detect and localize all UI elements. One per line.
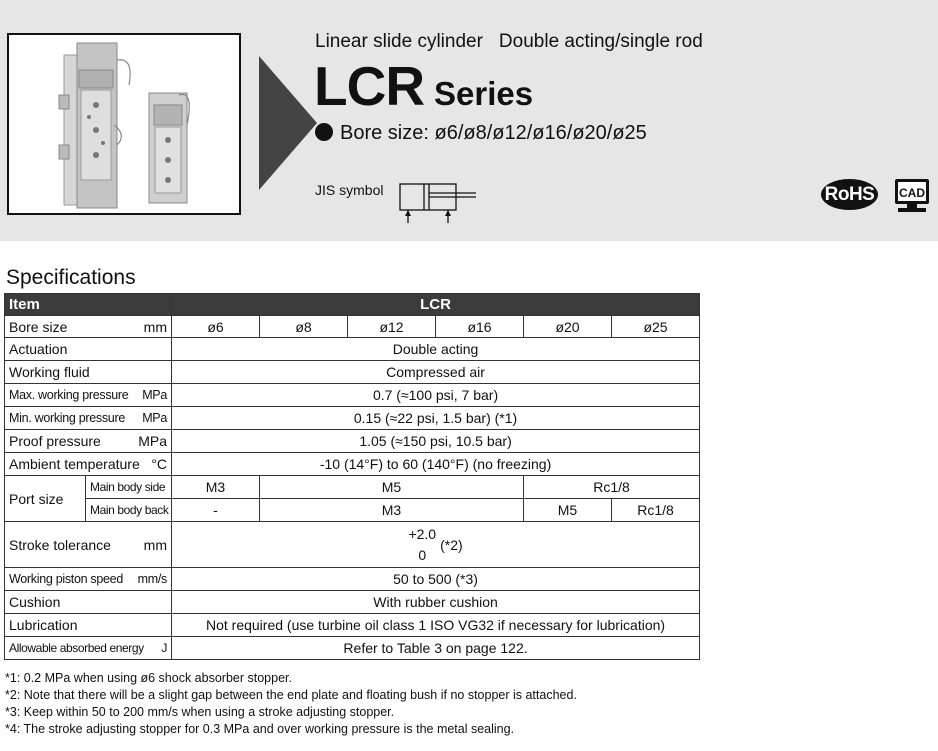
- bore-cell: ø8: [260, 316, 348, 338]
- table-row: [5, 407, 700, 430]
- table-row: [5, 522, 700, 568]
- bullet-icon: [315, 123, 333, 141]
- footnote: *3: Keep within 50 to 200 mm/s when using a stroke adjusting stopper.: [5, 705, 395, 719]
- bore-cell: ø25: [612, 316, 700, 338]
- row-value: M5: [260, 476, 524, 499]
- row-value: Compressed air: [172, 361, 700, 384]
- row-value: Double acting: [172, 338, 700, 361]
- footnotes: [5, 670, 577, 738]
- bore-cell: ø12: [348, 316, 436, 338]
- row-label: Proof pressure MPa: [5, 430, 172, 453]
- row-value: 50 to 500 (*3): [172, 568, 700, 591]
- jis-cylinder-symbol-icon: [396, 178, 478, 224]
- header-arrow: [259, 56, 317, 190]
- table-row: [5, 453, 700, 476]
- table-row: [5, 338, 700, 361]
- cad-icon-label: CAD: [899, 186, 925, 200]
- table-header-row: [5, 294, 700, 316]
- row-value: 0.15 (≈22 psi, 1.5 bar) (*1): [172, 407, 700, 430]
- product-photo: [7, 33, 241, 215]
- table-row: [5, 499, 700, 522]
- table-row: [5, 637, 700, 660]
- series-title: [314, 54, 533, 118]
- bore-cell: ø20: [524, 316, 612, 338]
- product-type-text: Linear slide cylinder: [315, 31, 483, 52]
- row-label: Min. working pressure MPa: [5, 407, 172, 430]
- row-value: M5: [524, 499, 612, 522]
- row-label: Lubrication: [5, 614, 172, 637]
- table-row: [5, 476, 700, 499]
- bore-size-line: [315, 122, 647, 145]
- table-row: [5, 361, 700, 384]
- row-sublabel: Main body side: [86, 476, 172, 499]
- rohs-badge: RoHS: [821, 179, 878, 210]
- table-row: [5, 568, 700, 591]
- header-item: Item: [5, 294, 172, 316]
- row-value: [172, 522, 700, 568]
- row-value: Not required (use turbine oil class 1 ISO VG32 if necessary for lubrication): [172, 614, 700, 637]
- row-value: M3: [172, 476, 260, 499]
- specifications-table: [4, 293, 700, 660]
- row-label: Stroke tolerance mm: [5, 522, 172, 568]
- row-label: Working piston speed mm/s: [5, 568, 172, 591]
- table-row: [5, 430, 700, 453]
- bore-cell: ø16: [436, 316, 524, 338]
- table-row: [5, 316, 700, 338]
- row-label: Working fluid: [5, 361, 172, 384]
- row-value: With rubber cushion: [172, 591, 700, 614]
- row-value: -10 (14°F) to 60 (140°F) (no freezing): [172, 453, 700, 476]
- row-value: M3: [260, 499, 524, 522]
- row-label: Actuation: [5, 338, 172, 361]
- specifications-title: Specifications: [6, 266, 136, 289]
- cad-icon: [893, 178, 931, 214]
- row-label: Ambient temperature °C: [5, 453, 172, 476]
- table-row: [5, 614, 700, 637]
- row-label: Port size: [5, 476, 86, 522]
- tolerance-lower: 0: [418, 546, 427, 563]
- product-subtitle: [315, 31, 703, 53]
- row-label: Allowable absorbed energy J: [5, 637, 172, 660]
- row-label: Cushion: [5, 591, 172, 614]
- row-value: Rc1/8: [524, 476, 700, 499]
- table-row: [5, 591, 700, 614]
- jis-label: JIS symbol: [315, 182, 384, 198]
- tolerance-upper: +2.0: [408, 525, 437, 542]
- footnote: *4: The stroke adjusting stopper for 0.3 MPa and over working pressure is the metal sealing.: [5, 722, 515, 736]
- row-value: -: [172, 499, 260, 522]
- action-type-text: Double acting/single rod: [498, 31, 703, 52]
- row-label: Max. working pressure MPa: [5, 384, 172, 407]
- tolerance-note: (*2): [440, 536, 463, 553]
- row-label: Bore size mm: [5, 316, 172, 338]
- footnote: *1: 0.2 MPa when using ø6 shock absorber stopper.: [5, 671, 292, 685]
- row-sublabel: Main body back: [86, 499, 172, 522]
- bore-cell: ø6: [172, 316, 260, 338]
- row-value: 0.7 (≈100 psi, 7 bar): [172, 384, 700, 407]
- row-value: Rc1/8: [612, 499, 700, 522]
- bore-size-text: Bore size: ø6/ø8/ø12/ø16/ø20/ø25: [340, 122, 647, 144]
- series-word: Series: [434, 75, 534, 112]
- series-code: LCR: [314, 55, 425, 117]
- footnote: *2: Note that there will be a slight gap between the end plate and floating bush if no stopper is attached.: [5, 688, 577, 702]
- table-row: [5, 384, 700, 407]
- row-value: 1.05 (≈150 psi, 10.5 bar): [172, 430, 700, 453]
- row-value: Refer to Table 3 on page 122.: [172, 637, 700, 660]
- header-model: LCR: [172, 294, 700, 316]
